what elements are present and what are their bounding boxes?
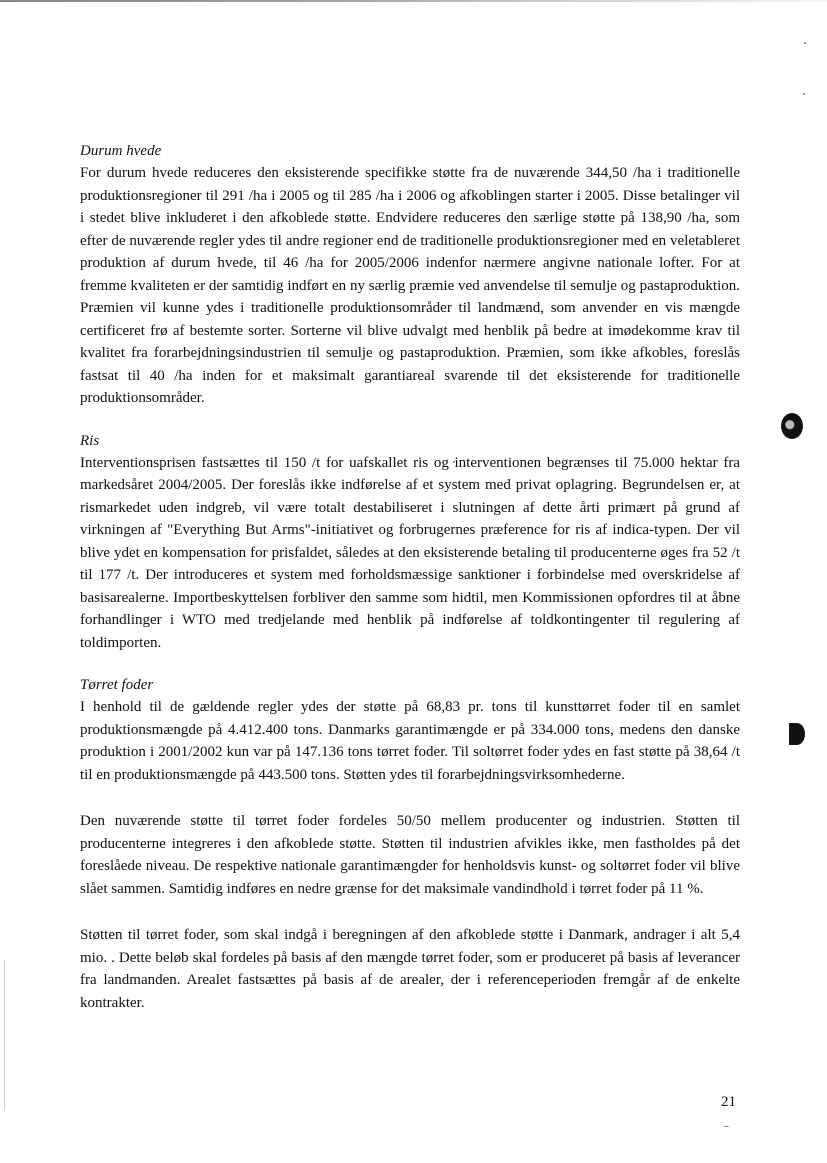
body-paragraph: Den nuværende støtte til tørret foder fordeles 50/50 mellem producenter og industrien. Støtten til producenterne integreres i den afkoblede støtte. Støtten til industrien afvikles ikke, men fastholdes på det foreslåede niveau. De respektive nationale garantimængder for henholdsvis kunst- og soltørret foder vil blive slået sammen. Samtidig indføres en nedre grænse for det maksimale vandindhold i tørret foder på 11 %.	[80, 813, 740, 897]
body-paragraph: Støtten til tørret foder, som skal indgå i beregningen af den afkoblede støtte i Danmark, andrager i alt 5,4 mio. . Dette beløb skal fordeles på basis af den mængde tørret foder, som er produceret på basis af leverancer fra landmanden. Arealet fastsættes på basis af de arealer, der i referenceperioden fremgår af de enkelte kontrakter.	[80, 927, 740, 1011]
page-number: 21	[721, 1094, 736, 1110]
section-ris	[80, 430, 740, 655]
section-heading: Ris	[80, 432, 100, 449]
document-page	[80, 140, 740, 1014]
punch-hole-mark	[789, 723, 805, 745]
scan-margin-line	[4, 960, 5, 1110]
scan-speck	[804, 42, 806, 44]
section-heading: Tørret foder	[80, 677, 154, 693]
section-heading: Durum hvede	[80, 143, 162, 159]
body-paragraph: Interventionsprisen fastsættes til 150 /t for uafskallet ris og interventionen begrænses til 75.000 hektar fra markedsåret 2004/2005. Der foreslås ikke indførelse af et system med privat oplagring. Begrundelsen er, at rismarkedet uden indgreb, vil være totalt destabiliseret i slutningen af dette årti primært på grund af virkningen af "Everything But Arms"-initiativet og forbrugernes præference for ris af indica-typen. Der vil blive ydet en kompensation for prisfaldet, således at den eksisterende betaling til producenterne øges fra 52 /t til 177 /t. Der introduceres et system med forholdsmæssige sanktioner i forbindelse med overskridelse af basisarealerne. Importbeskyttelsen forbliver den samme som hidtil, men Kommissionen opfordres til at åbne forhandlinger i WTO med tredjelande med henblik på indførelse af toldkontingenter til regulering af toldimporten.	[80, 454, 740, 651]
scan-speck	[724, 1126, 729, 1127]
scan-edge-artifact	[0, 0, 827, 2]
scan-speck	[803, 93, 805, 95]
body-paragraph: For durum hvede reduceres den eksisterende specifikke støtte fra de nuværende 344,50 /ha i traditionelle produktionsregioner til 291 /ha i 2005 og til 285 /ha i 2006 og afkoblingen starter i 2005. Disse betalinger vil i stedet blive inkluderet i den afkoblede støtte. Endvidere reduceres den særlige støtte på 138,90 /ha, som efter de nuværende regler ydes til andre regioner end de traditionelle produktionsregioner med en veletableret produktion af durum hvede, til 46 /ha for 2005/2006 indenfor nærmere angivne nationale lofter. For at fremme kvaliteten er der samtidig indført en ny særlig præmie ved anvendelse til semulje og pastaproduktion. Præmien vil kunne ydes i traditionelle produktionsområder til landmænd, som anvender en vis mængde certificeret frø af bestemte sorter. Sorterne vil blive udvalgt med henblik på bedre at imødekomme krav til kvalitet fra forarbejdningsindustrien til semulje og pastaproduktion. Præmien, som ikke afkobles, foreslås fastsat til 40 /ha inden for et maksimalt garantiareal svarende til det eksisterende for traditionelle produktionsområder.	[80, 165, 740, 406]
section-torret-foder	[80, 674, 740, 1014]
punch-hole-mark	[781, 413, 803, 439]
body-paragraph: I henhold til de gældende regler ydes der støtte på 68,83 pr. tons til kunsttørret foder til en samlet produktionsmængde på 4.412.400 tons. Danmarks garantimængde er på 334.000 tons, medens den danske produktion i 2001/2002 kun var på 147.136 tons tørret foder. Til soltørret foder ydes en fast støtte på 38,64 /t til en produktionsmængde på 443.500 tons. Støtten ydes til forarbejdningsvirksomhederne.	[80, 699, 740, 783]
section-durum-hvede	[80, 140, 740, 410]
